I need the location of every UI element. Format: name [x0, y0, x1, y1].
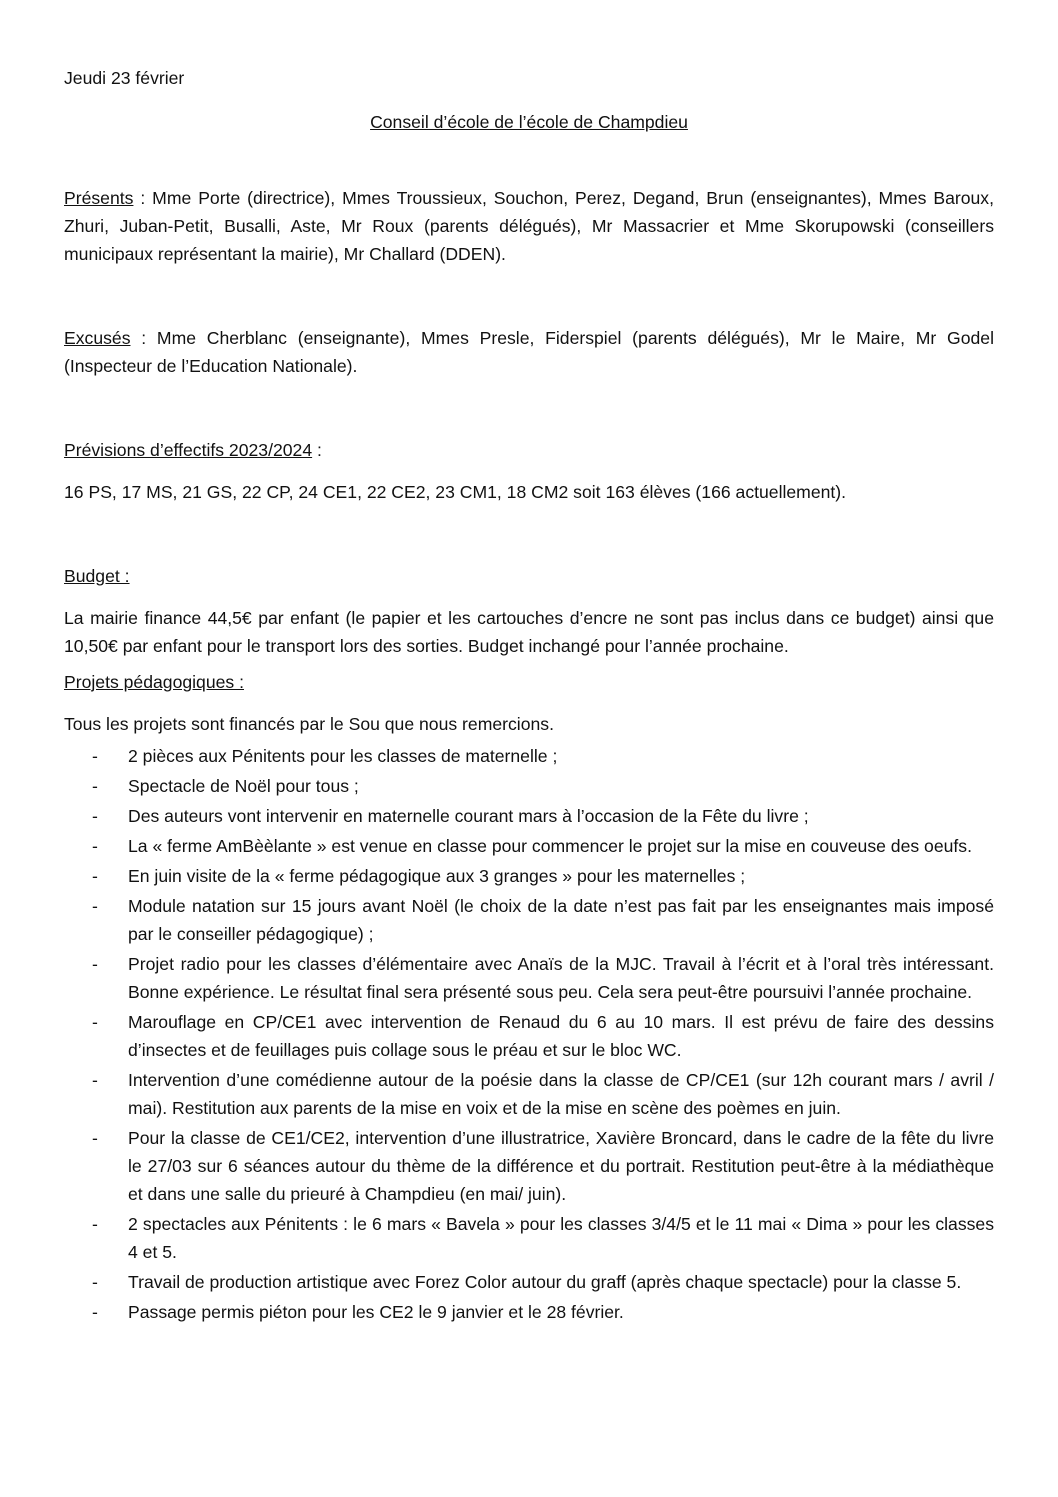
- list-item-text: Passage permis piéton pour les CE2 le 9 janvier et le 28 février.: [128, 1302, 624, 1322]
- list-item: [64, 862, 994, 890]
- list-item-text: Projet radio pour les classes d’élémentaire avec Anaïs de la MJC. Travail à l’écrit et à l’oral très intéressant. Bonne expérience. Le résultat final sera présenté sous peu. Cela sera peut-être poursuivi l’année prochaine.: [128, 954, 994, 1002]
- list-dash: -: [92, 954, 98, 974]
- list-dash: -: [92, 1302, 98, 1322]
- budget-text: La mairie finance 44,5€ par enfant (le papier et les cartouches d’encre ne sont pas inclus dans ce budget) ainsi que 10,50€ par enfant pour le transport lors des sorties. Budget inchangé pour l’année prochaine.: [64, 608, 994, 656]
- previsions-label: Prévisions d’effectifs 2023/2024: [64, 440, 313, 460]
- projets-intro: Tous les projets sont financés par le Sou que nous remercions.: [64, 714, 554, 734]
- excuses-text: : Mme Cherblanc (enseignante), Mmes Presle, Fiderspiel (parents délégués), Mr le Maire, Mr Godel (Inspecteur de l’Education Nationale).: [64, 328, 994, 376]
- previsions-suffix: :: [312, 440, 322, 460]
- list-item: [64, 1066, 994, 1122]
- list-item-text: Travail de production artistique avec Forez Color autour du graff (après chaque spectacle) pour la classe 5.: [128, 1272, 962, 1292]
- list-item-text: Pour la classe de CE1/CE2, intervention d’une illustratrice, Xavière Broncard, dans le cadre de la fête du livre le 27/03 sur 6 séances autour du thème de la différence et du portrait. Restitution peut-être à la médiathèque et dans une salle du prieuré à Champdieu (en mai/ juin).: [128, 1128, 994, 1204]
- list-dash: -: [92, 1012, 98, 1032]
- list-item-text: 2 spectacles aux Pénitents : le 6 mars « Bavela » pour les classes 3/4/5 et le 11 mai « Dima » pour les classes 4 et 5.: [128, 1214, 994, 1262]
- presents-label: Présents: [64, 188, 134, 208]
- meeting-date: Jeudi 23 février: [64, 68, 185, 88]
- list-item: [64, 1268, 994, 1296]
- list-dash: -: [92, 776, 98, 796]
- list-item: [64, 742, 994, 770]
- document-title: Conseil d’école de l’école de Champdieu: [370, 112, 688, 132]
- presents-paragraph: [64, 184, 994, 268]
- list-item: [64, 772, 994, 800]
- list-item-text: La « ferme AmBèèlante » est venue en classe pour commencer le projet sur la mise en couveuse des oeufs.: [128, 836, 972, 856]
- list-dash: -: [92, 896, 98, 916]
- list-item: [64, 1210, 994, 1266]
- excuses-paragraph: [64, 324, 994, 380]
- list-item: [64, 1008, 994, 1064]
- list-dash: -: [92, 806, 98, 826]
- list-dash: -: [92, 1128, 98, 1148]
- list-dash: -: [92, 1214, 98, 1234]
- list-item-text: Marouflage en CP/CE1 avec intervention de Renaud du 6 au 10 mars. Il est prévu de faire des dessins d’insectes et de feuillages puis collage sous le préau et sur le bloc WC.: [128, 1012, 994, 1060]
- list-item: [64, 1298, 994, 1326]
- list-item-text: Spectacle de Noël pour tous ;: [128, 776, 359, 796]
- list-item: [64, 950, 994, 1006]
- excuses-label: Excusés: [64, 328, 131, 348]
- list-dash: -: [92, 836, 98, 856]
- list-item-text: Intervention d’une comédienne autour de la poésie dans la classe de CP/CE1 (sur 12h courant mars / avril / mai). Restitution aux parents de la mise en voix et de la mise en scène des poèmes en juin.: [128, 1070, 994, 1118]
- budget-heading: Budget :: [64, 566, 130, 586]
- list-item-text: Module natation sur 15 jours avant Noël (le choix de la date n’est pas fait par les enseignantes mais imposé par le conseiller pédagogique) ;: [128, 896, 994, 944]
- previsions-heading: [64, 436, 994, 464]
- list-dash: -: [92, 866, 98, 886]
- document-content: [64, 64, 994, 1328]
- list-item-text: 2 pièces aux Pénitents pour les classes de maternelle ;: [128, 746, 558, 766]
- projets-list: [64, 742, 994, 1326]
- list-dash: -: [92, 746, 98, 766]
- list-item: [64, 832, 994, 860]
- presents-text: : Mme Porte (directrice), Mmes Troussieux, Souchon, Perez, Degand, Brun (enseignantes), Mmes Baroux, Zhuri, Juban-Petit, Busalli, Aste, Mr Roux (parents délégués), Mr Massacrier et Mme Skorupowski (conseillers municipaux représentant la mairie), Mr Challard (DDEN).: [64, 188, 994, 264]
- list-item: [64, 892, 994, 948]
- list-item: [64, 802, 994, 830]
- previsions-text: 16 PS, 17 MS, 21 GS, 22 CP, 24 CE1, 22 CE2, 23 CM1, 18 CM2 soit 163 élèves (166 actuellement).: [64, 482, 847, 502]
- list-item: [64, 1124, 994, 1208]
- list-dash: -: [92, 1070, 98, 1090]
- list-dash: -: [92, 1272, 98, 1292]
- list-item-text: Des auteurs vont intervenir en maternelle courant mars à l’occasion de la Fête du livre ;: [128, 806, 809, 826]
- projets-heading: Projets pédagogiques :: [64, 672, 244, 692]
- list-item-text: En juin visite de la « ferme pédagogique aux 3 granges » pour les maternelles ;: [128, 866, 746, 886]
